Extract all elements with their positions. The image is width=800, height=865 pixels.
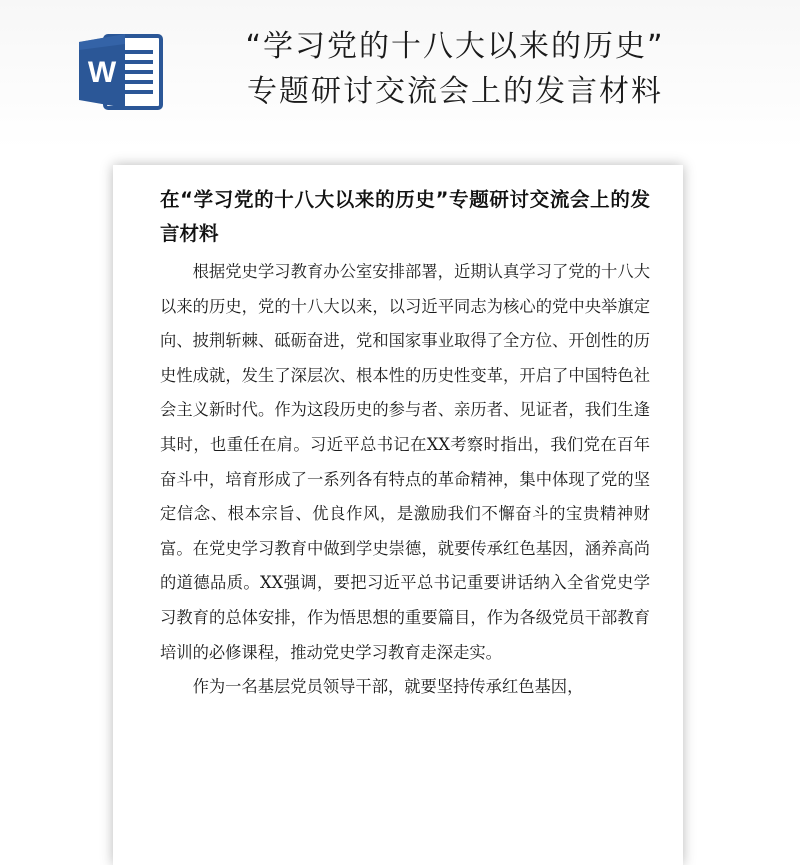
document-body [160, 255, 650, 705]
banner-header [0, 0, 800, 150]
document-page [113, 165, 683, 865]
banner-title-line-1: “学习党的十八大以来的历史” [245, 29, 665, 64]
svg-text:W: W [87, 56, 117, 89]
banner-title-line-2: 专题研讨交流会上的发言材料 [247, 74, 663, 109]
body-paragraph: 根据党史学习教育办公室安排部署，近期认真学习了党的十八大以来的历史，党的十八大以来，以习近平同志为核心的党中央举旗定向、披荆斩棘、砥砺奋进，党和国家事业取得了全方位、开创性的历史性成就，发生了深层次、根本性的历史性变革，开启了中国特色社会主义新时代。作为这段历史的参与者、亲历者、见证者，我们生逢其时，也重任在肩。习近平总书记在XX考察时指出，我们党在百年奋斗中，培育形成了一系列各有特点的革命精神，集中体现了党的坚定信念、根本宗旨、优良作风，是激励我们不懈奋斗的宝贵精神财富。在党史学习教育中做到学史崇德，就要传承红色基因，涵养高尚的道德品质。XX强调，要把习近平总书记重要讲话纳入全省党史学习教育的总体安排，作为悟思想的重要篇目，作为各级党员干部教育培训的必修课程，推动党史学习教育走深走实。 [160, 262, 650, 662]
word-document-icon [75, 30, 165, 112]
body-paragraph: 作为一名基层党员领导干部，就要坚持传承红色基因， [192, 677, 584, 697]
banner-title [185, 24, 725, 114]
document-title: 在“学习党的十八大以来的历史”专题研讨交流会上的发言材料 [160, 188, 650, 245]
